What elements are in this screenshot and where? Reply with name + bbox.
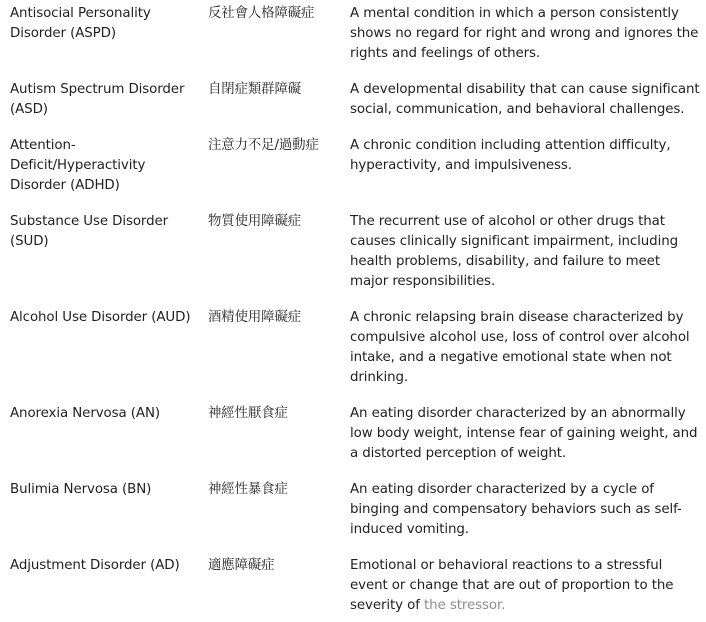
definition-text: Emotional or behavioral reactions to a stressful event or change that are out of proportion to the severity of (350, 558, 674, 613)
definition-cell: A mental condition in which a person consistently shows no regard for right and wrong and ignores the rights and feelings of others. (350, 6, 699, 61)
chinese-term-cell: 神經性暴食症 (208, 482, 288, 497)
term-cell: Adjustment Disorder (AD) (10, 558, 180, 573)
definition-cell: A chronic relapsing brain disease characterized by compulsive alcohol use, loss of control over alcohol intake, and a negative emotional state when not drinking. (350, 310, 690, 385)
term-cell: Bulimia Nervosa (BN) (10, 482, 152, 497)
chinese-term-cell: 反社會人格障礙症 (208, 6, 315, 21)
definition-text-faded: the stressor. (424, 598, 506, 613)
term-cell: Antisocial Personality Disorder (ASPD) (10, 6, 151, 41)
term-cell: Anorexia Nervosa (AN) (10, 406, 161, 421)
definition-cell: A developmental disability that can cause significant social, communication, and behavioral challenges. (350, 82, 700, 117)
term-cell: Autism Spectrum Disorder (ASD) (10, 82, 185, 117)
chinese-term-cell: 注意力不足/過動症 (208, 138, 319, 153)
definition-cell (350, 556, 700, 616)
definition-cell: An eating disorder characterized by an abnormally low body weight, intense fear of gaining weight, and a distorted perception of weight. (350, 406, 698, 461)
definition-cell: A chronic condition including attention difficulty, hyperactivity, and impulsiveness. (350, 138, 671, 173)
term-cell: Alcohol Use Disorder (AUD) (10, 310, 191, 325)
chinese-term-cell: 神經性厭食症 (208, 406, 288, 421)
term-cell: Substance Use Disorder (SUD) (10, 214, 169, 249)
chinese-term-cell: 適應障礙症 (208, 558, 275, 573)
definition-cell: The recurrent use of alcohol or other drugs that causes clinically significant impairment, including health problems, disability, and failure to meet major responsibilities. (350, 214, 678, 289)
chinese-term-cell: 酒精使用障礙症 (208, 310, 302, 325)
chinese-term-cell: 自閉症類群障礙 (208, 82, 302, 97)
chinese-term-cell: 物質使用障礙症 (208, 214, 302, 229)
definition-cell: An eating disorder characterized by a cycle of binging and compensatory behaviors such as self-induced vomiting. (350, 482, 682, 537)
term-cell: Attention-Deficit/Hyperactivity Disorder (ADHD) (10, 138, 146, 193)
